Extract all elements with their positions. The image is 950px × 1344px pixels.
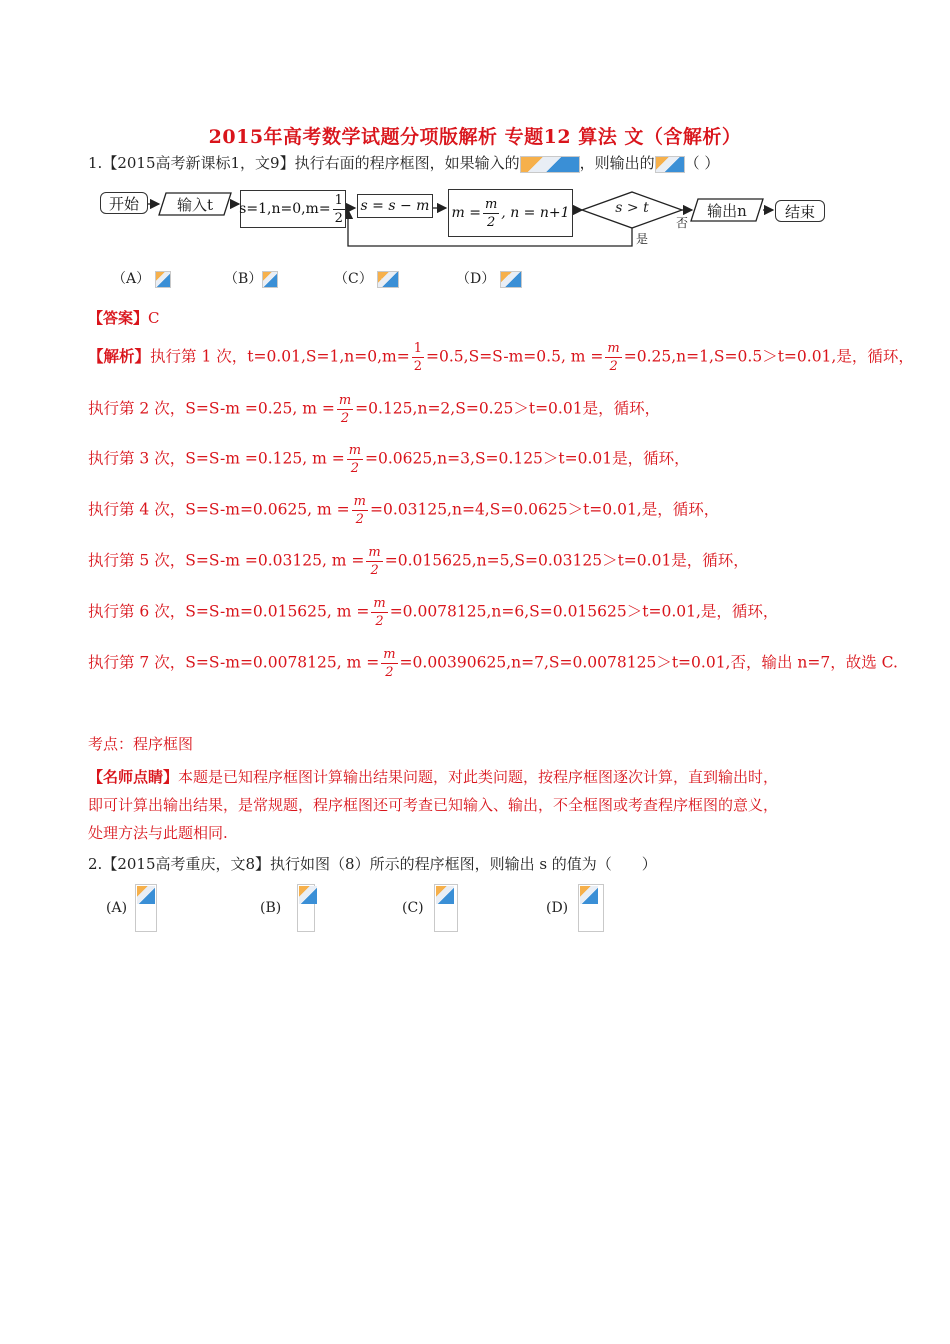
broken-image-icon [155, 271, 171, 288]
update-process: m = $\frac{m}{2}$ , n = n+1 [448, 189, 573, 237]
yes-label: 是 [636, 232, 649, 246]
question-number: 1. [88, 154, 103, 172]
broken-image-icon [377, 271, 399, 288]
q2-option-d: (D) [546, 884, 604, 932]
answer-paren: （ ） [684, 154, 720, 172]
analysis-row-7: 执行第 7 次，S=S-m=0.0078125, m = $\frac{m}{2}$ =0.00390625,n=7,S=0.0078125＞t=0.01,否，输出 n=7，故选 C. [88, 647, 898, 680]
question-text: ，则输出的 [579, 154, 655, 172]
update-fraction: $\frac{m}{2}$ [484, 196, 498, 230]
broken-image-icon [297, 884, 315, 932]
q2-option-c: (C) [402, 884, 458, 932]
broken-image-icon [262, 271, 278, 288]
broken-image-icon [655, 156, 685, 173]
option-b: （B） [224, 268, 278, 288]
broken-image-icon [520, 156, 580, 173]
analysis-row-2: 执行第 2 次，S=S-m =0.25, m = $\frac{m}{2}$ =0.125,n=2,S=0.25＞t=0.01是，循环， [88, 393, 661, 426]
question-source: 【2015高考新课标1，文9】 [102, 154, 295, 172]
start-terminal: 开始 [100, 192, 148, 214]
kaodian: 考点：程序框图 [88, 735, 194, 753]
option-c: （C） [334, 268, 399, 288]
broken-image-icon [578, 884, 604, 932]
analysis-row-6: 执行第 6 次，S=S-m=0.015625, m = $\frac{m}{2}$ =0.0078125,n=6,S=0.015625＞t=0.01,是，循环， [88, 596, 779, 629]
answer: 【答案】C [88, 309, 160, 327]
no-label: 否 [676, 216, 689, 230]
q2-option-a: (A) [106, 884, 157, 932]
init-process [240, 190, 346, 228]
page-title: 2015年高考数学试题分项版解析 专题12 算法 文（含解析） [208, 126, 742, 148]
broken-image-icon [135, 884, 157, 932]
broken-image-icon [434, 884, 458, 932]
input-label: 输入t [176, 195, 214, 214]
analysis-row-1: 【解析】执行第 1 次，t=0.01,S=1,n=0,m= $\frac{1}{2}$ =0.5,S=S-m=0.5, m = $\frac{m}{2}$ =0.25,n=1,S=0.5＞t=0.01,是，循环， [88, 341, 914, 374]
teacher-comment: 【名师点睛】本题是已知程序框图计算输出结果问题，对此类问题，按程序框图逐次计算，直到输出时， 即可计算出输出结果，是常规题，程序框图还可考查已知输入、输出，不全框图或考查程序框图的意义， 处理方法与此题相同. [88, 768, 779, 842]
option-d: （D） [456, 268, 522, 288]
flowchart [96, 186, 836, 252]
broken-image-icon [500, 271, 522, 288]
output-label: 输出n [707, 201, 747, 220]
question-1 [88, 152, 719, 173]
analysis-row-3: 执行第 3 次，S=S-m =0.125, m = $\frac{m}{2}$ =0.0625,n=3,S=0.125＞t=0.01是，循环， [88, 443, 690, 476]
question-2: 2.【2015高考重庆，文8】执行如图（8）所示的程序框图，则输出 s 的值为（ ） [88, 855, 657, 873]
question-text: 执行右面的程序框图，如果输入的 [294, 154, 520, 172]
subtract-process: s = s − m [357, 194, 433, 218]
init-fraction: $\frac{1}{2}$ [334, 192, 343, 226]
condition-label: s > t [615, 200, 649, 216]
analysis-row-5: 执行第 5 次，S=S-m =0.03125, m = $\frac{m}{2}$ =0.015625,n=5,S=0.03125＞t=0.01是，循环， [88, 545, 749, 578]
q2-option-b: (B) [260, 884, 315, 932]
end-terminal: 结束 [775, 200, 825, 222]
init-text: s=1,n=0,m= [239, 201, 331, 217]
analysis-row-4: 执行第 4 次，S=S-m=0.0625, m = $\frac{m}{2}$ =0.03125,n=4,S=0.0625＞t=0.01,是，循环， [88, 494, 720, 527]
option-a: （A） [112, 268, 171, 288]
